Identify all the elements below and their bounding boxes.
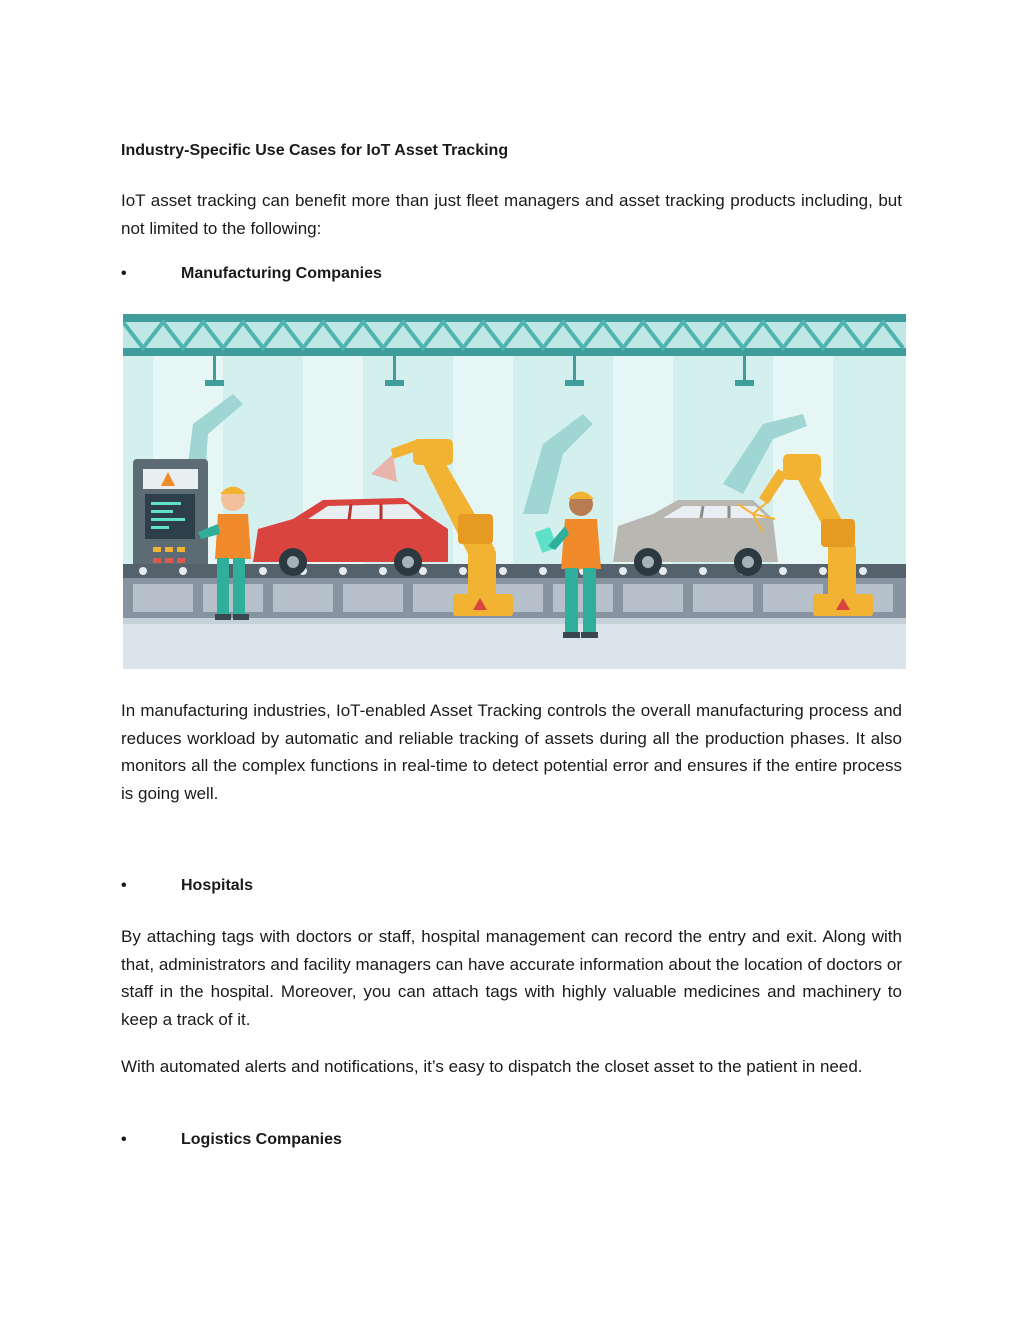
bullet-logistics	[121, 1131, 342, 1149]
intro-paragraph: IoT asset tracking can benefit more than just fleet managers and asset tracking products including, but not limited to the following:	[121, 191, 902, 238]
hospitals-paragraph-2: With automated alerts and notifications, it’s easy to dispatch the closet asset to the patient in need.	[121, 1057, 863, 1076]
section-heading-hospitals: Hospitals	[181, 877, 254, 894]
factory-assembly-line-illustration	[123, 314, 906, 669]
bullet-manufacturing	[121, 265, 382, 283]
hospitals-paragraph-1: By attaching tags with doctors or staff, hospital management can record the entry and exit. Along with that, administrators and facility managers can have accurate information about the location of doctors or staff in the hospital. Moreover, you can attach tags with highly valuable medicines and machinery to keep a track of it.	[121, 927, 902, 1029]
section-heading-manufacturing: Manufacturing Companies	[181, 265, 382, 282]
bullet-dot: •	[121, 265, 127, 282]
manufacturing-paragraph: In manufacturing industries, IoT-enabled Asset Tracking controls the overall manufacturing process and reduces workload by automatic and reliable tracking of assets during all the production phases. It also monitors all the complex functions in real-time to detect potential error and ensures if the entire process is going well.	[121, 701, 902, 803]
bullet-hospitals	[121, 877, 253, 895]
section-heading-logistics: Logistics Companies	[181, 1131, 342, 1148]
bullet-dot: •	[121, 1131, 127, 1148]
bullet-dot: •	[121, 877, 127, 894]
page-title: Industry-Specific Use Cases for IoT Asset Tracking	[121, 142, 509, 159]
